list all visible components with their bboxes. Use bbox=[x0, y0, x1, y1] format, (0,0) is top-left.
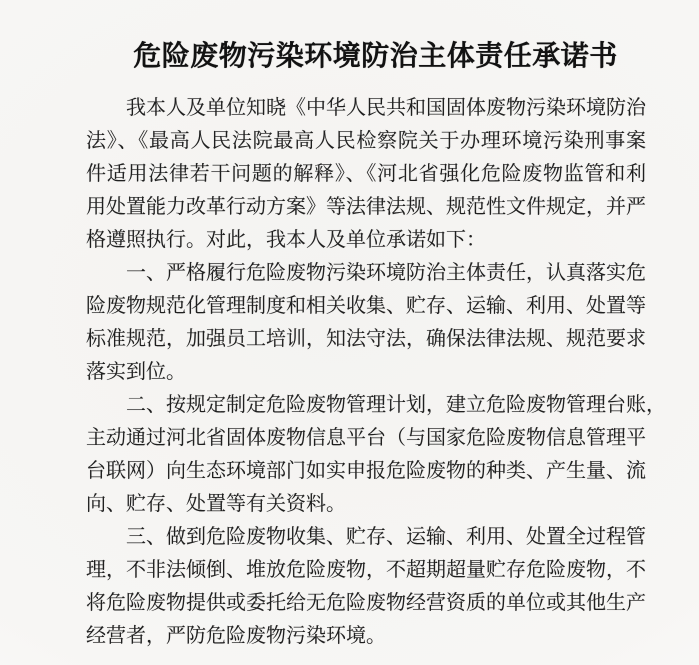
text-line: 一、严格履行危险废物污染环境防治主体责任，认真落实危 bbox=[86, 262, 646, 284]
text-line: 将危险废物提供或委托给无危险废物经营资质的单位或其他生产 bbox=[86, 592, 646, 614]
text-line: 我本人及单位知晓《中华人民共和国固体废物污染环境防治 bbox=[86, 97, 646, 119]
text-line: 法》、《最高人民法院最高人民检察院关于办理环境污染刑事案 bbox=[86, 130, 646, 152]
text-line: 经营者，严防危险废物污染环境。 bbox=[86, 625, 386, 647]
text-line: 向、贮存、处置等有关资料。 bbox=[86, 493, 346, 515]
paragraph-intro bbox=[86, 92, 646, 257]
paragraph-item-1 bbox=[86, 257, 646, 389]
document-body bbox=[86, 92, 666, 653]
text-line: 三、做到危险废物收集、贮存、运输、利用、处置全过程管 bbox=[86, 526, 646, 548]
text-line: 险废物规范化管理制度和相关收集、贮存、运输、利用、处置等 bbox=[86, 295, 646, 317]
text-line: 件适用法律若干问题的解释》、《河北省强化危险废物监管和利 bbox=[86, 163, 646, 185]
document-title: 危险废物污染环境防治主体责任承诺书 bbox=[133, 40, 618, 72]
text-line: 标准规范，加强员工培训，知法守法，确保法律法规、规范要求 bbox=[86, 328, 646, 350]
text-line: 格遵照执行。对此，我本人及单位承诺如下： bbox=[86, 229, 486, 251]
text-line: 用处置能力改革行动方案》等法律法规、规范性文件规定，并严 bbox=[86, 196, 646, 218]
paragraph-item-3 bbox=[86, 521, 646, 653]
text-line: 落实到位。 bbox=[86, 361, 186, 383]
text-line: 主动通过河北省固体废物信息平台（与国家危险废物信息管理平 bbox=[86, 427, 646, 449]
paragraph-item-2 bbox=[86, 389, 666, 521]
text-line: 理，不非法倾倒、堆放危险废物，不超期超量贮存危险废物，不 bbox=[86, 559, 646, 581]
text-line: 二、按规定制定危险废物管理计划，建立危险废物管理台账， bbox=[86, 394, 666, 416]
text-line: 台联网）向生态环境部门如实申报危险废物的种类、产生量、流 bbox=[86, 460, 646, 482]
